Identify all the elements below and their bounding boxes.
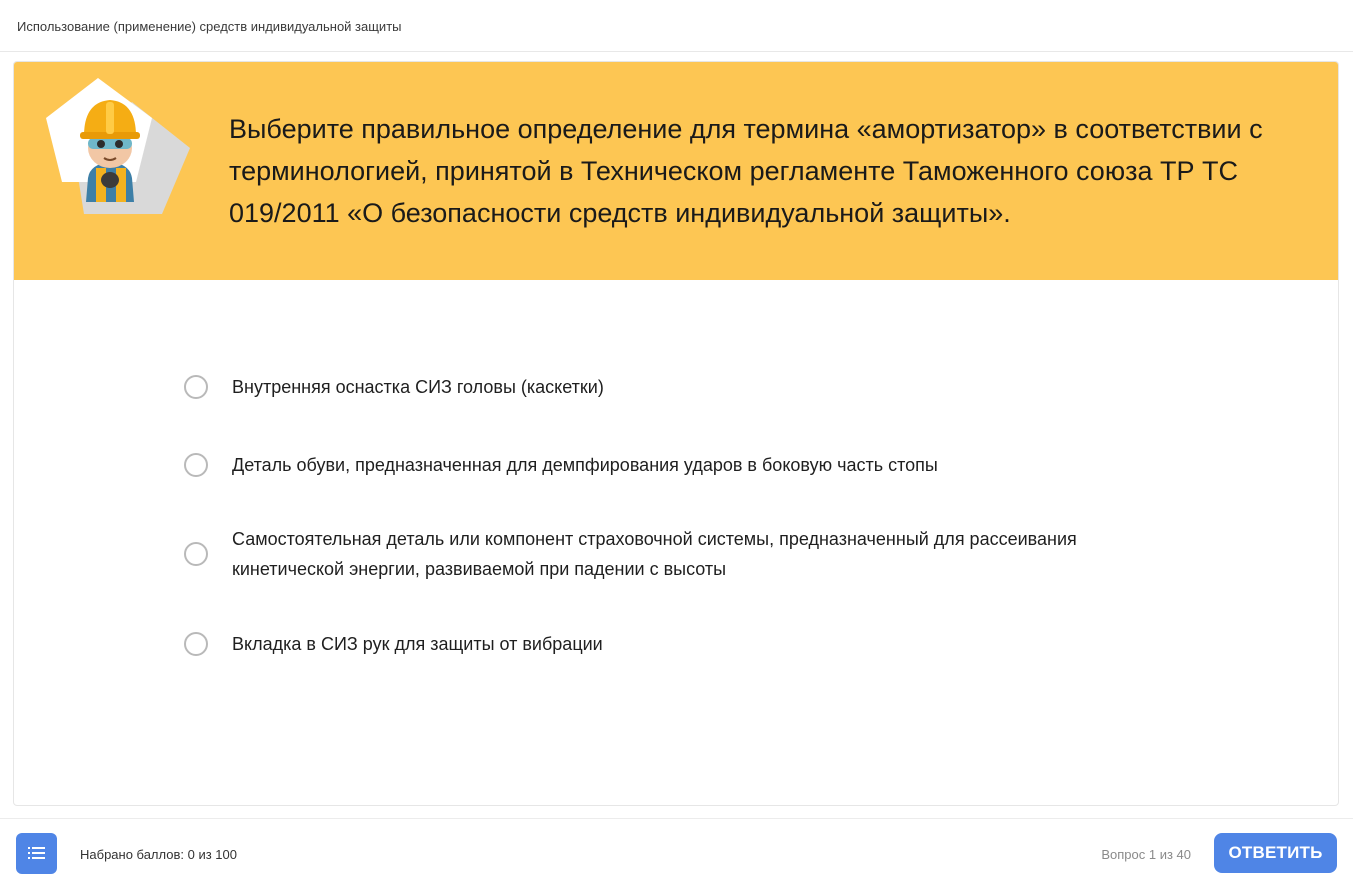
footer-bar xyxy=(0,818,1353,887)
score-counter: Набрано баллов: 0 из 100 xyxy=(80,847,237,862)
questions-list-button[interactable] xyxy=(16,833,57,874)
answer-option-2[interactable] xyxy=(184,450,1184,480)
answer-option-4[interactable] xyxy=(184,629,1184,659)
option-label: Самостоятельная деталь или компонент страховочной системы, предназначенный для рассеивания кинетической энергии, развиваемой при падении с высоты xyxy=(232,529,1077,579)
radio-button[interactable] xyxy=(184,453,208,477)
radio-button[interactable] xyxy=(184,375,208,399)
option-label: Деталь обуви, предназначенная для демпфирования ударов в боковую часть стопы xyxy=(232,455,938,475)
answer-option-3[interactable] xyxy=(184,524,1184,584)
list-icon xyxy=(28,846,45,861)
top-bar xyxy=(0,0,1353,52)
course-title: Использование (применение) средств индивидуальной защиты xyxy=(17,19,402,34)
question-card xyxy=(13,61,1339,806)
answer-option-1[interactable] xyxy=(184,372,1184,402)
option-label: Вкладка в СИЗ рук для защиты от вибрации xyxy=(232,634,603,654)
question-text: Выберите правильное определение для термина «амортизатор» в соответствии с терминологией, принятой в Техническом регламенте Таможенного союза ТР ТС 019/2011 «О безопасности средств индивидуальной защиты». xyxy=(229,114,1263,228)
construction-worker-mascot-icon xyxy=(44,78,192,218)
radio-button[interactable] xyxy=(184,542,208,566)
answer-button[interactable]: ОТВЕТИТЬ xyxy=(1214,833,1337,873)
option-label: Внутренняя оснастка СИЗ головы (каскетки) xyxy=(232,377,604,397)
radio-button[interactable] xyxy=(184,632,208,656)
question-progress: Вопрос 1 из 40 xyxy=(1101,847,1191,862)
question-banner xyxy=(14,62,1339,280)
